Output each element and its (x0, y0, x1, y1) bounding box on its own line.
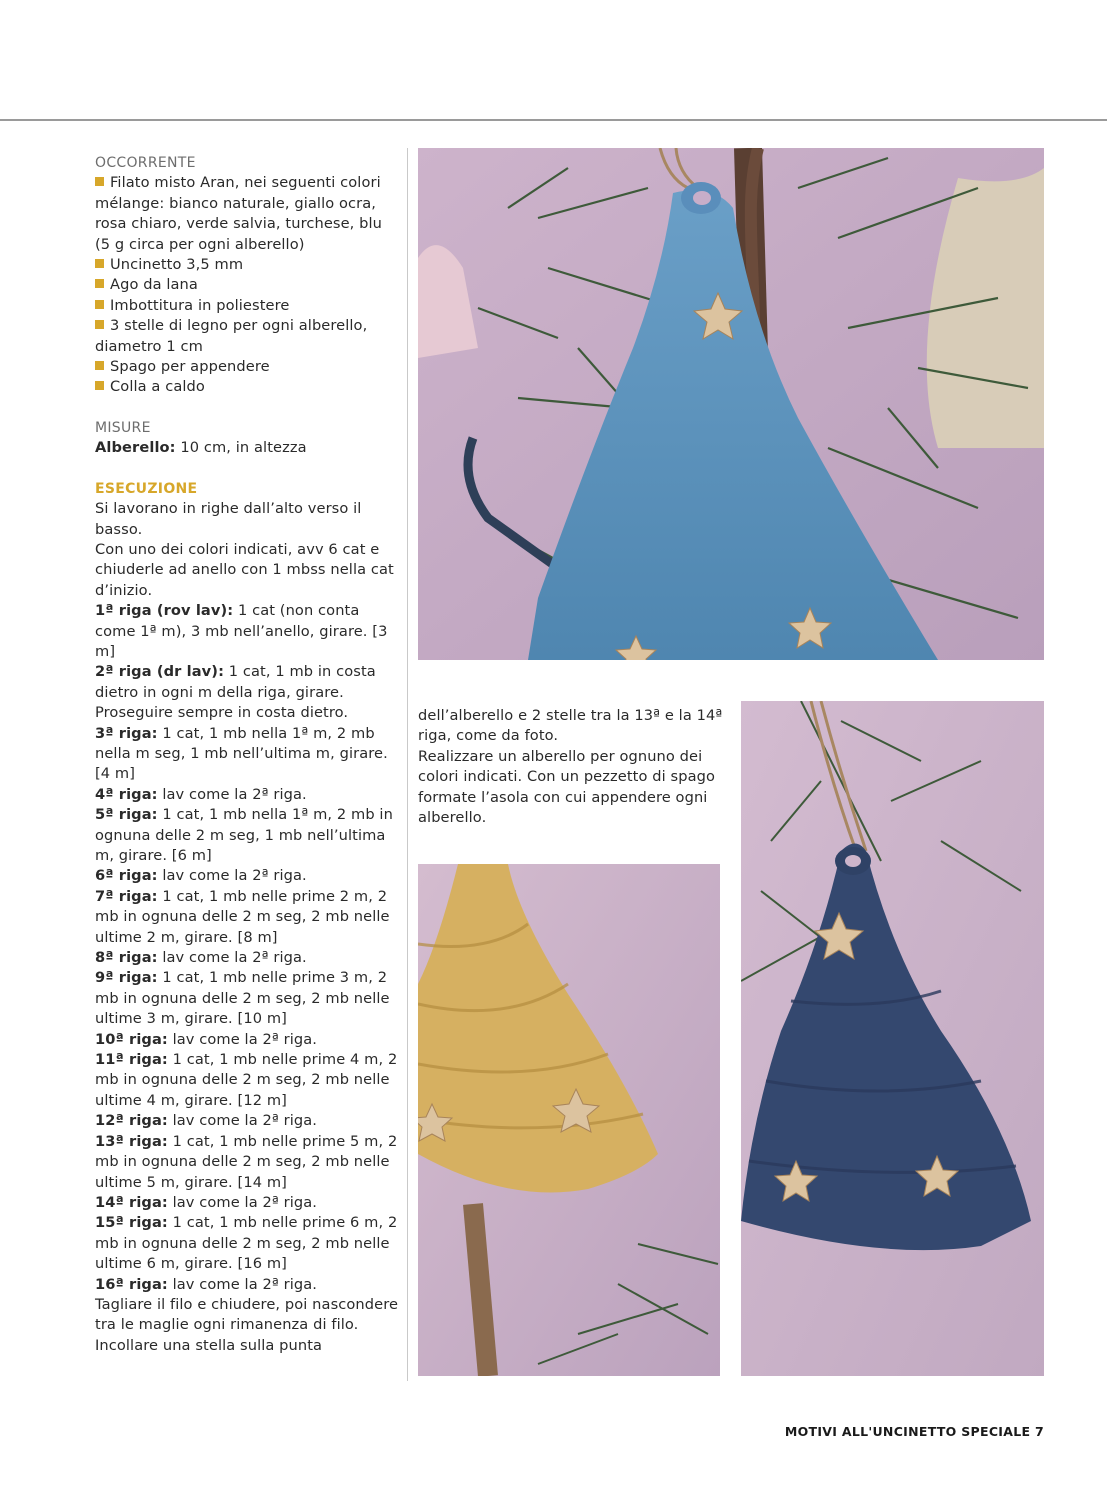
row-text: lav come la 2ª riga. (157, 949, 307, 967)
esecuzione-outro-2: Incollare una stella sulla punta (95, 1336, 323, 1354)
row-label: 8ª riga: (95, 949, 158, 967)
bullet-square-icon (95, 300, 104, 309)
row-text: 1 cat, 1 mb nelle prime 6 m, 2 mb in ognuna delle 2 m seg, 2 mb nelle ultime 6 m, girare. [16 m] (95, 1214, 398, 1273)
page-footer (785, 1424, 1044, 1439)
row-label: 7ª riga: (95, 887, 158, 905)
row-label: 11ª riga: (95, 1051, 168, 1069)
row-text: lav come la 2ª riga. (157, 867, 307, 885)
top-rule (0, 119, 1107, 121)
row-label: 2ª riga (dr lav): (95, 663, 225, 681)
occorrente-item: Ago da lana (95, 275, 400, 295)
instruction-row (95, 968, 400, 1029)
row-text: 1 cat, 1 mb nella 1ª m, 2 mb in ognuna delle 2 m seg, 1 mb nell’ultima m, girare. [6 m] (95, 806, 393, 864)
row-label: 15ª riga: (95, 1214, 168, 1232)
text-column-left (95, 153, 400, 1356)
row-label: 10ª riga: (95, 1030, 168, 1048)
instruction-row (95, 724, 400, 785)
text-column-middle (418, 706, 723, 828)
esecuzione-heading: ESECUZIONE (95, 480, 198, 497)
instruction-row (95, 1111, 400, 1131)
esecuzione-intro-1: Si lavorano in righe dall’alto verso il basso. (95, 500, 362, 538)
row-label: 1ª riga (rov lav): (95, 602, 234, 620)
misure-heading: MISURE (95, 419, 151, 436)
instruction-row (95, 785, 400, 805)
row-text: lav come la 2ª riga. (167, 1112, 317, 1130)
misure-label: Alberello: (95, 439, 176, 457)
row-label: 4ª riga: (95, 785, 158, 803)
instruction-row (95, 1050, 400, 1111)
row-text: 1 cat (non conta come 1ª m), 3 mb nell’anello, girare. [3 m] (95, 602, 388, 660)
esecuzione-intro-2: Con uno dei colori indicati, avv 6 cat e chiuderle ad anello con 1 mbss nella cat d’inizio. (95, 540, 394, 599)
occorrente-item: Colla a caldo (95, 377, 400, 397)
row-text: 1 cat, 1 mb nelle prime 3 m, 2 mb in ognuna delle 2 m seg, 2 mb nelle ultime 3 m, girare. [10 m] (95, 969, 390, 1028)
instruction-row (95, 601, 400, 662)
row-text: lav come la 2ª riga. (167, 1030, 317, 1048)
row-text: 1 cat, 1 mb nelle prime 2 m, 2 mb in ognuna delle 2 m seg, 2 mb nelle ultime 2 m, girare. [8 m] (95, 887, 390, 946)
instruction-row (95, 1213, 400, 1274)
esecuzione-final: Realizzare un alberello per ognuno dei colori indicati. Con un pezzetto di spago formate l’asola con cui appendere ogni alberello. (418, 747, 716, 827)
instruction-row (95, 948, 400, 968)
row-text: 1 cat, 1 mb nella 1ª m, 2 mb nella m seg, 1 mb nell’ultima m, girare. [4 m] (95, 724, 388, 783)
instruction-row (95, 887, 400, 948)
row-label: 3ª riga: (95, 724, 158, 742)
row-label: 12ª riga: (95, 1112, 168, 1130)
esecuzione-rows (95, 601, 400, 1295)
bullet-square-icon (95, 320, 104, 329)
instruction-row (95, 1030, 400, 1050)
column-divider (407, 148, 408, 1381)
occorrente-item: Spago per appendere (95, 357, 400, 377)
bullet-square-icon (95, 361, 104, 370)
row-label: 16ª riga: (95, 1275, 168, 1293)
occorrente-item: Uncinetto 3,5 mm (95, 255, 400, 275)
magazine-name: MOTIVI ALL'UNCINETTO SPECIALE (784, 1424, 1031, 1439)
row-text: 1 cat, 1 mb nelle prime 5 m, 2 mb in ognuna delle 2 m seg, 2 mb nelle ultime 5 m, girare. [14 m] (95, 1132, 398, 1191)
misure-line (95, 438, 400, 458)
row-label: 13ª riga: (95, 1132, 168, 1150)
row-text: 1 cat, 1 mb nelle prime 4 m, 2 mb in ognuna delle 2 m seg, 2 mb nelle ultime 4 m, girare. [12 m] (95, 1051, 398, 1109)
row-text: lav come la 2ª riga. (157, 785, 307, 803)
row-text: lav come la 2ª riga. (167, 1193, 317, 1211)
esecuzione-outro-1: Tagliare il filo e chiudere, poi nascondere tra le maglie ogni rimanenza di filo. (95, 1295, 399, 1334)
instruction-row (95, 1132, 400, 1193)
bullet-square-icon (95, 177, 104, 186)
occorrente-item: 3 stelle di legno per ogni alberello, diametro 1 cm (95, 317, 368, 355)
occorrente-list (95, 173, 400, 397)
occorrente-item: Filato misto Aran, nei seguenti colori mélange: bianco naturale, giallo ocra, rosa chiaro, verde salvia, turchese, blu (5 g circa per ogni alberello) (95, 174, 383, 253)
photo-yellow-tree (418, 864, 720, 1376)
esecuzione-continued: dell’alberello e 2 stelle tra la 13ª e la 14ª riga, come da foto. (418, 707, 723, 745)
instruction-row (95, 1275, 400, 1295)
instruction-row (95, 662, 400, 723)
photo-turquoise-tree (418, 148, 1044, 660)
row-text: 1 cat, 1 mb in costa dietro in ogni m della riga, girare. Proseguire sempre in costa dietro. (95, 663, 376, 722)
row-text: lav come la 2ª riga. (167, 1275, 317, 1293)
bullet-square-icon (95, 381, 104, 390)
row-label: 14ª riga: (95, 1193, 168, 1211)
bullet-square-icon (95, 279, 104, 288)
photo-blue-tree (741, 701, 1044, 1376)
row-label: 5ª riga: (95, 806, 158, 824)
instruction-row (95, 805, 400, 866)
instruction-row (95, 1193, 400, 1213)
misure-value: 10 cm, in altezza (175, 439, 307, 457)
row-label: 6ª riga: (95, 867, 158, 885)
instruction-row (95, 866, 400, 886)
occorrente-item: Imbottitura in poliestere (95, 296, 400, 316)
row-label: 9ª riga: (95, 969, 158, 987)
bullet-square-icon (95, 259, 104, 268)
occorrente-heading: OCCORRENTE (95, 155, 196, 171)
page-number: 7 (1035, 1424, 1044, 1439)
